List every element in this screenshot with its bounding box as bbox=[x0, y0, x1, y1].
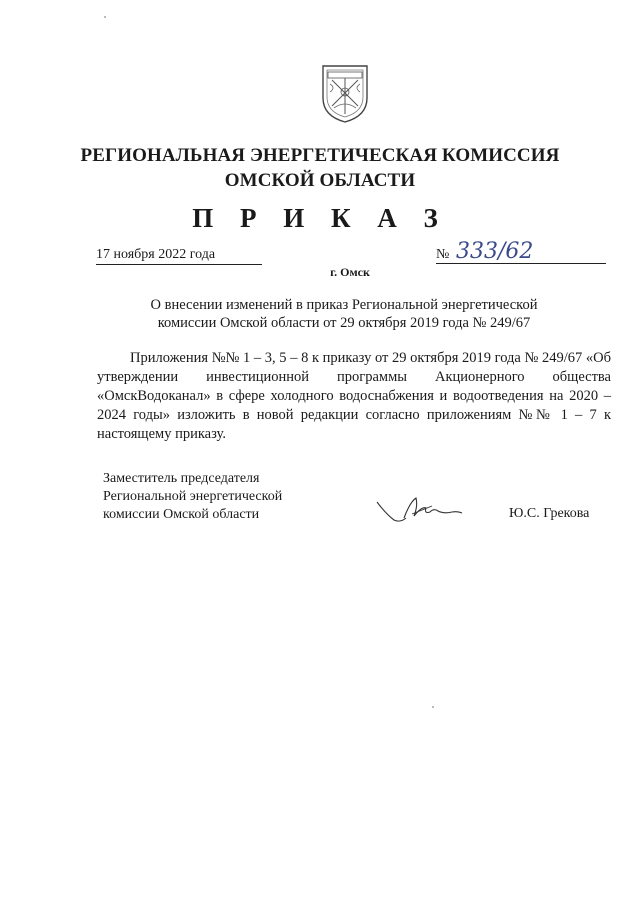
organization-name-line2: ОМСКОЙ ОБЛАСТИ bbox=[224, 170, 416, 191]
document-subject bbox=[130, 296, 558, 332]
subject-line1: О внесении изменений в приказ Региональной энергетической bbox=[150, 297, 538, 313]
body-paragraph: Приложения №№ 1 – 3, 5 – 8 к приказу от 29 октября 2019 года № 249/67 «Об утверждении инвестиционной программы Акционерного общества «ОмскВодоканал» в сфере холодного водоснабжения и водоотведения на 2020 – 2024 годы» изложить в новой редакции согласно приложениям №№ 1 – 7 к настоящему приказу. bbox=[97, 350, 611, 442]
document-number bbox=[436, 239, 606, 264]
scan-artifact bbox=[432, 706, 434, 708]
handwritten-signature bbox=[374, 492, 464, 526]
coat-of-arms-emblem bbox=[320, 62, 370, 124]
document-body bbox=[97, 349, 611, 444]
number-sign: № bbox=[436, 247, 450, 262]
subject-line2: комиссии Омской области от 29 октября 2019 года № 249/67 bbox=[157, 315, 531, 331]
signer-position-line1: Заместитель председателя bbox=[103, 471, 260, 486]
document-date: 17 ноября 2022 года bbox=[96, 247, 262, 265]
document-type-title: П Р И К А З bbox=[192, 203, 448, 233]
signer-position-line3: комиссии Омской области bbox=[103, 507, 260, 522]
handwritten-number: 333/62 bbox=[456, 239, 534, 264]
signer-name: Ю.С. Грекова bbox=[509, 506, 590, 521]
organization-name-line1: РЕГИОНАЛЬНАЯ ЭНЕРГЕТИЧЕСКАЯ КОМИССИЯ bbox=[80, 145, 560, 166]
signer-position bbox=[103, 470, 282, 524]
signer-position-line2: Региональной энергетической bbox=[103, 489, 283, 504]
scan-artifact bbox=[104, 16, 106, 18]
document-city: г. Омск bbox=[330, 265, 370, 279]
